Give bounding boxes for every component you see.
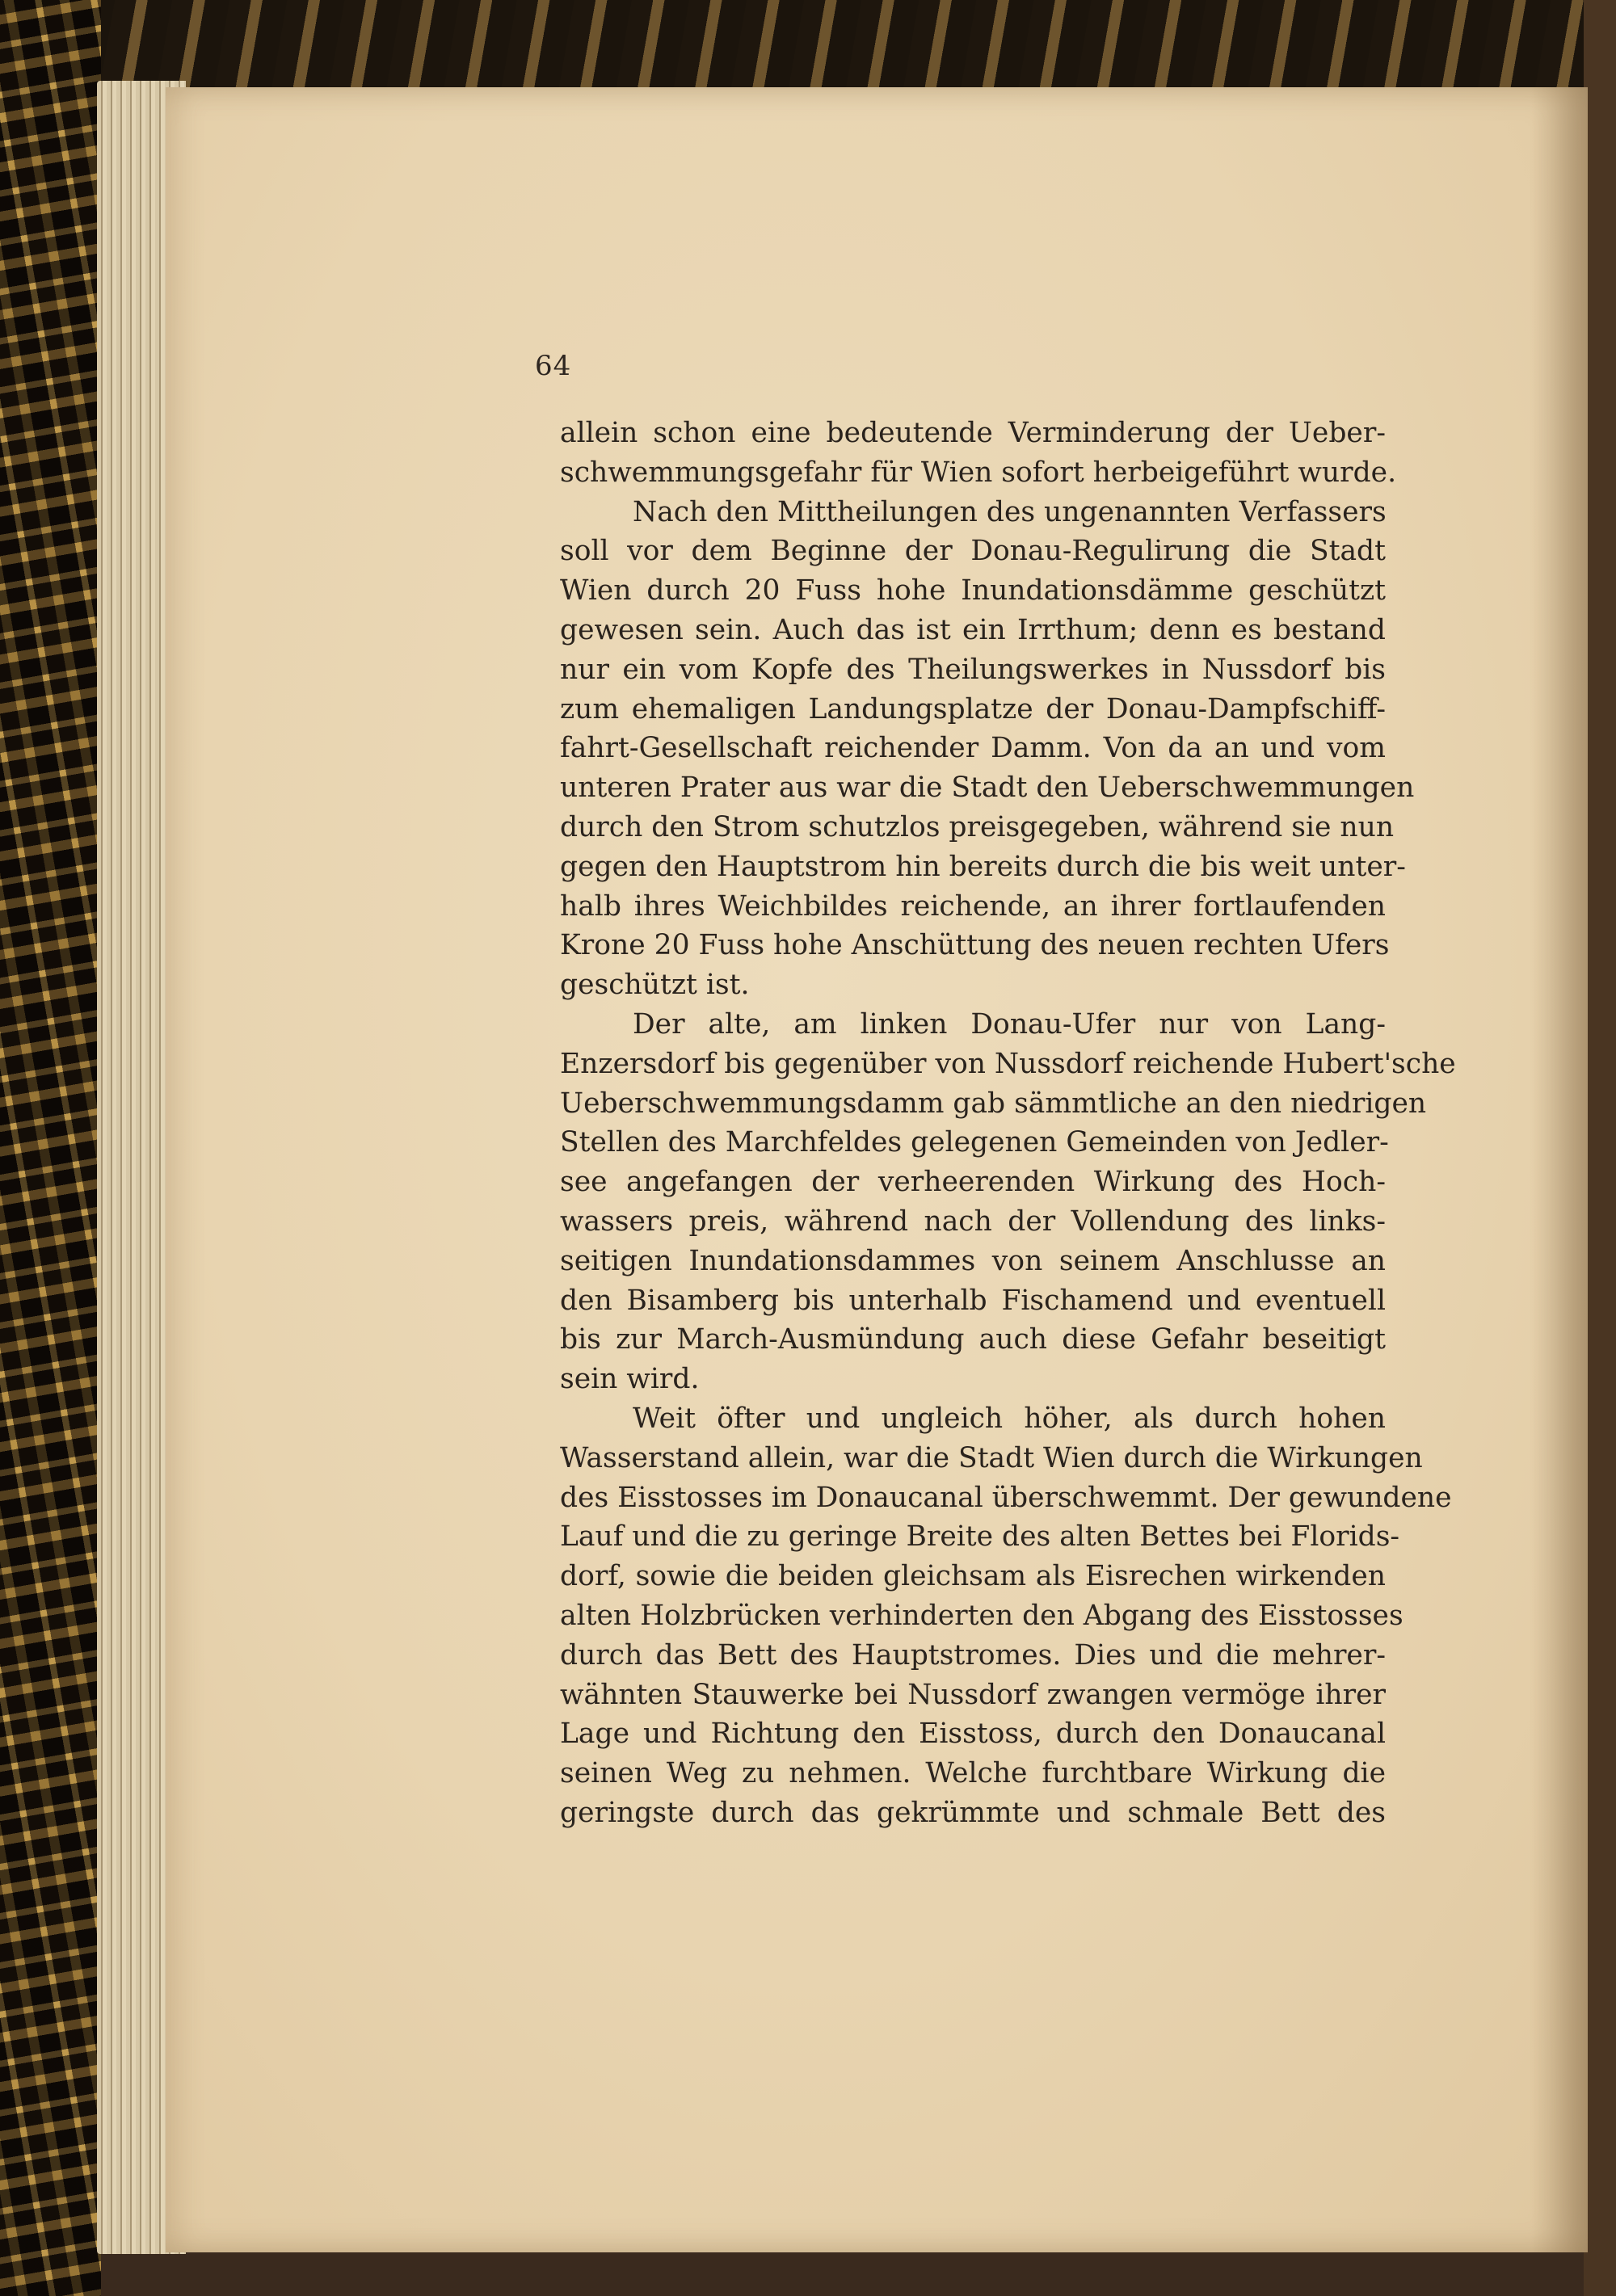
text-line: unteren Prater aus war die Stadt den Ueberschwemmungen — [560, 772, 1415, 805]
text-line: see angefangen der verheerenden Wirkung des Hoch- — [560, 1166, 1386, 1199]
text-line: des Eisstosses im Donaucanal überschwemmt. Der gewundene — [560, 1481, 1452, 1514]
book-cover-top-edge — [0, 0, 1616, 89]
text-line: sein wird. — [560, 1363, 700, 1396]
text-line: halb ihres Weichbildes reichende, an ihrer fortlaufenden — [560, 889, 1386, 923]
text-line: den Bisamberg bis unterhalb Fischamend und eventuell — [560, 1284, 1386, 1317]
text-line: schwemmungsgefahr für Wien sofort herbeigeführt wurde. — [560, 456, 1397, 489]
text-line: Wasserstand allein, war die Stadt Wien durch die Wirkungen — [560, 1441, 1423, 1474]
text-line: zum ehemaligen Landungsplatze der Donau-Dampfschiff- — [560, 692, 1386, 725]
page-number: 64 — [535, 350, 572, 382]
text-line: alten Holzbrücken verhinderten den Abgang des Eisstosses — [560, 1599, 1403, 1632]
text-line: wassers preis, während nach der Vollendung des links- — [560, 1205, 1386, 1238]
text-line: seinen Weg zu nehmen. Welche furchtbare Wirkung die — [560, 1757, 1386, 1790]
text-line: gewesen sein. Auch das ist ein Irrthum; denn es bestand — [560, 613, 1386, 646]
text-line: nur ein vom Kopfe des Theilungswerkes in Nussdorf bis — [560, 653, 1386, 686]
text-line: wähnten Stauwerke bei Nussdorf zwangen vermöge ihrer — [560, 1678, 1386, 1711]
text-line: Weit öfter und ungleich höher, als durch hohen — [633, 1402, 1386, 1435]
text-line: Enzersdorf bis gegenüber von Nussdorf reichende Hubert'sche — [560, 1047, 1456, 1080]
text-line: fahrt-Gesellschaft reichender Damm. Von da an und vom — [560, 732, 1386, 765]
book-cover-right-edge — [1584, 0, 1616, 2296]
text-line: durch den Strom schutzlos preisgegeben, während sie nun — [560, 810, 1395, 843]
text-line: Stellen des Marchfeldes gelegenen Gemeinden von Jedler- — [560, 1126, 1389, 1159]
paragraph — [560, 1005, 1456, 1399]
text-line: Nach den Mittheilungen des ungenannten Verfassers — [633, 495, 1387, 528]
text-line: bis zur March-Ausmündung auch diese Gefahr beseitigt — [560, 1323, 1386, 1356]
paragraph — [560, 414, 1397, 493]
text-line: Lauf und die zu geringe Breite des alten Bettes bei Florids- — [560, 1520, 1400, 1554]
paragraph — [560, 1399, 1452, 1833]
text-line: geringste durch das gekrümmte und schmale Bett des — [560, 1796, 1386, 1829]
text-line: gegen den Hauptstrom hin bereits durch die bis weit unter- — [560, 850, 1406, 883]
text-line: geschützt ist. — [560, 969, 750, 1002]
body-text — [560, 414, 1456, 1833]
text-line: seitigen Inundationsdammes von seinem Anschlusse an — [560, 1244, 1386, 1277]
text-line: durch das Bett des Hauptstromes. Dies und die mehrer- — [560, 1638, 1386, 1672]
page-gutter-shadow — [1531, 87, 1588, 2252]
text-line: Wien durch 20 Fuss hohe Inundationsdämme geschützt — [560, 574, 1386, 608]
text-line: Der alte, am linken Donau-Ufer nur von Lang- — [633, 1007, 1386, 1041]
paragraph — [560, 493, 1415, 1005]
book-cover-marbled-edge — [0, 0, 101, 2296]
text-line: Krone 20 Fuss hohe Anschüttung des neuen rechten Ufers — [560, 929, 1390, 962]
text-line: allein schon eine bedeutende Verminderung der Ueber- — [560, 417, 1386, 449]
text-line: Ueberschwemmungsdamm gab sämmtliche an den niedrigen — [560, 1087, 1427, 1120]
text-line: Lage und Richtung den Eisstoss, durch den Donaucanal — [560, 1718, 1386, 1751]
text-line: soll vor dem Beginne der Donau-Regulirung die Stadt — [560, 535, 1386, 568]
text-line: dorf, sowie die beiden gleichsam als Eisrechen wirkenden — [560, 1560, 1386, 1593]
